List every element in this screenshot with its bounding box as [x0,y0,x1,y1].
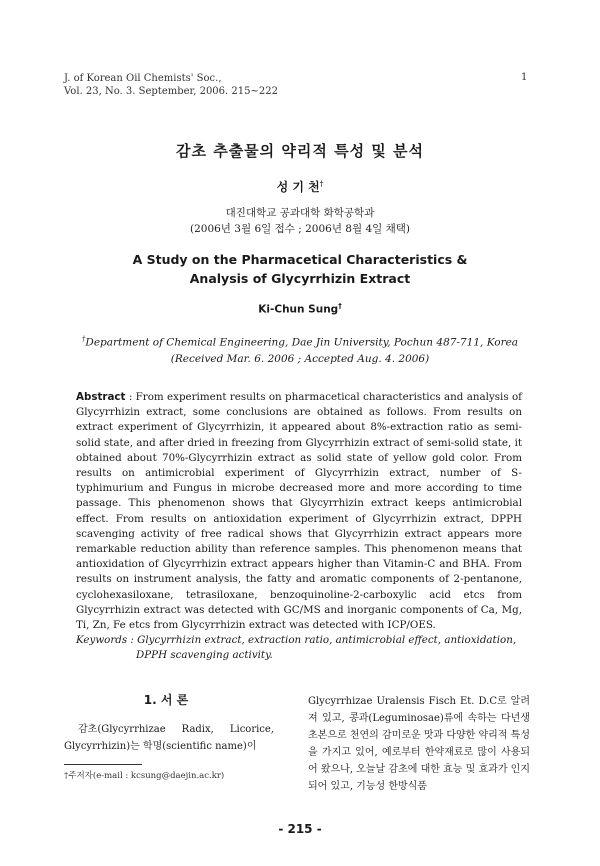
footnote: †주저자(e-mail : kcsung@daejin.ac.kr) [64,771,225,781]
author-english-name: Ki-Chun Sung [258,303,339,316]
affiliation-korean [0,205,600,237]
keywords-label: Keywords [76,634,128,646]
paper-title-korean: 감초 추출물의 약리적 특성 및 분석 [176,142,424,160]
author-english [0,302,600,316]
journal-citation [64,72,278,98]
author-korean [0,178,600,195]
right-column-text: Glycyrrhizae Uralensis Fisch Et. D.C로 알려져 있고, 콩과(Leguminosae)류에 속하는 다년생 초본으로 천연의 감미로운 맛과 다양한 약리적 특성을 가지고 있어, 예로부터 한약재료로 많이 사용되어 왔으나, 오늘날 감초에 대한 효능 및 효과가 인지되어 있고, 기능성 한방식품 [308,696,530,792]
affiliation-english-text: Department of Chemical Engineering, Dae Jin University, Pochun 487-711, Korea [85,336,519,349]
dates-english: (Received Mar. 6. 2006 ; Accepted Aug. 4. 2006) [170,352,430,365]
page-footer: - 215 - [278,822,322,836]
affiliation-mark: † [81,335,86,343]
affiliation-korean-dept: 대진대학교 공과대학 화학공학과 [225,207,375,219]
footnote-divider [64,764,142,765]
author-english-mark: † [338,302,342,310]
paper-title-english [0,250,600,288]
dates-korean: (2006년 3월 6일 접수 ; 2006년 8월 4일 채택) [189,223,411,235]
journal-name: J. of Korean Oil Chemists' Soc., [64,73,222,84]
author-korean-name: 성 기 천 [276,180,320,194]
journal-volume: Vol. 23, No. 3. September, 2006. 215~222 [64,86,278,97]
abstract-text: : From experiment results on pharmacetical characteristics and analysis of Glycyrrhizin extract, some conclusions are obtained as follows. From results on extract experiment of Glycyrrhizin, it appeared about 8%-extraction ratio as semi-solid state, and after dried in freezing from Glycyrrhizin extract of semi-solid state, it obtained about 70%-Glycyrrhizin extract as solid state of yellow gold color. From results on antimicrobial experiment of Glycyrrhizin extract, number of S-typhimurium and Fungus in microbe decreased more and more according to time passage. This phenomenon shows that Glycyrrhizin extract keeps antimicrobial effect. From results on antioxidation experiment of Glycyrrhizin extract, DPPH scavenging activity of free radical shows that Glycyrrhizin extract appears more remarkable reduction ability than reference samples. This phenomenon means that antioxidation of Glycyrrhizin extract appears higher than Vitamin-C and BHA. From results on instrument analysis, the fatty and aromatic components of 2-pentanone, cyclohexasiloxane, tetrasiloxane, benzoquinoline-2-carboxylic acid etcs from Glycyrrhizin extract was detected with GC/MS and inorganic components of Ca, Mg, Ti, Zn, Fe etcs from Glycyrrhizin extract was detected with ICP/OES. [76,391,522,632]
keywords-text: : Glycyrrhizin extract, extraction ratio, antimicrobial effect, antioxidation, DPPH scavenging activity. [127,634,517,662]
section-title: 1. 서 론 [143,693,189,707]
left-column-text: 감초(Glycyrrhizae Radix, Licorice, Glycyrrhizin)는 학명(scientific name)이 [64,724,274,752]
abstract-label: Abstract [76,391,126,403]
abstract [76,390,522,633]
paper-title-english-line1: A Study on the Pharmacetical Characteristics & [132,252,468,267]
keywords [76,633,522,663]
affiliation-english-dept [0,331,600,351]
affiliation-english [0,331,600,367]
paper-title-english-line2: Analysis of Glycyrrhizin Extract [189,271,411,286]
author-korean-mark: † [319,179,324,188]
page-number-top: 1 [521,72,528,83]
keywords-block [76,633,522,663]
